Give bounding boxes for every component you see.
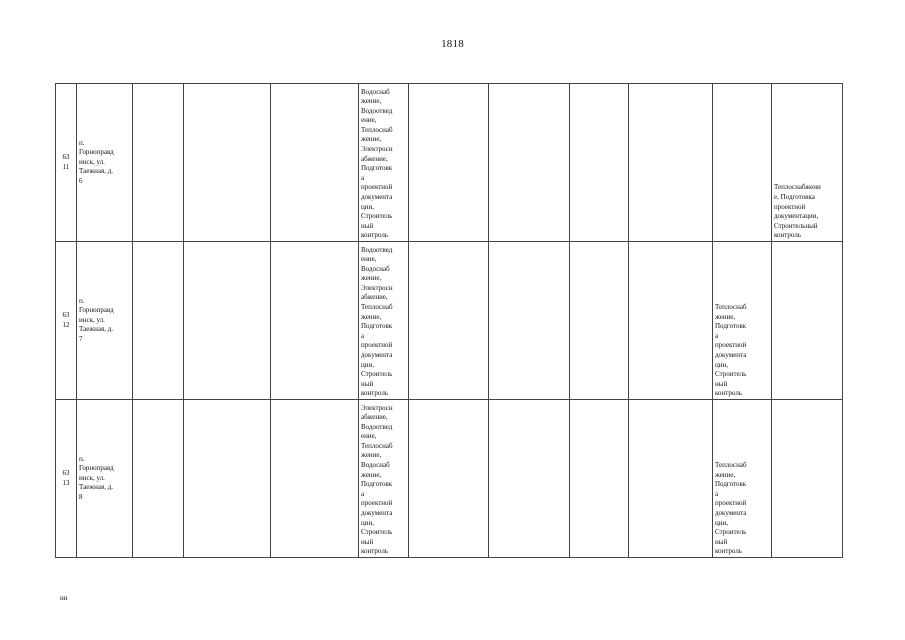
text-line: жение, [361, 312, 382, 321]
row-number [56, 400, 77, 558]
text-line: п. [79, 138, 85, 147]
text-line: 63 [62, 152, 70, 161]
empty-cell [271, 242, 359, 400]
works-type-cell [359, 242, 409, 400]
text-line: Подготовк [361, 322, 393, 331]
empty-cell [409, 400, 489, 558]
text-line: контроль [361, 389, 389, 398]
text-line: п. [79, 454, 85, 463]
text-line: Теплоснаб [715, 461, 747, 470]
text-line: документа [715, 509, 747, 518]
text-line: ный [361, 537, 374, 546]
text-line: жение, [361, 470, 382, 479]
text-line: ции, [715, 518, 728, 527]
text-line: ный [361, 379, 374, 388]
text-line: Таежная, д. [79, 325, 114, 334]
text-line: контроль [774, 231, 802, 240]
text-line: а [361, 331, 365, 340]
text-line: контроль [715, 389, 743, 398]
row-number-text [58, 469, 74, 488]
text-line: инск, ул. [79, 473, 105, 482]
address-cell [77, 400, 133, 558]
text-line: проектной [361, 499, 393, 508]
text-line: жение, [715, 312, 736, 321]
text-line: инск, ул. [79, 157, 105, 166]
empty-cell [409, 84, 489, 242]
text-line: ный [361, 221, 374, 230]
text-line: жение, [361, 451, 382, 460]
text-line: Теплоснаб [361, 125, 393, 134]
empty-cell [489, 242, 570, 400]
row-number-text [58, 311, 74, 330]
text-line: Строительный [774, 221, 818, 230]
text-line: а [361, 489, 365, 498]
text-line: е, Подготовка [774, 193, 815, 202]
text-line: Строитель [361, 528, 393, 537]
text-line: а [361, 173, 365, 182]
planned-works-cell [713, 84, 772, 242]
text-line: ение, [361, 432, 377, 441]
empty-cell [629, 242, 713, 400]
works-type-cell-text [361, 246, 406, 400]
empty-cell [133, 242, 184, 400]
address-cell [77, 242, 133, 400]
empty-cell [133, 400, 184, 558]
text-line: Водоснаб [361, 87, 390, 96]
text-line: Подготовк [361, 480, 393, 489]
empty-cell [133, 84, 184, 242]
table-row [56, 242, 843, 400]
empty-cell [570, 242, 629, 400]
text-line: жение, [361, 97, 382, 106]
text-line: Подготовк [361, 164, 393, 173]
empty-cell [184, 400, 271, 558]
works-type-cell [359, 400, 409, 558]
text-line: Строитель [715, 528, 747, 537]
text-line: абжение, [361, 413, 388, 422]
text-line: Таежная, д. [79, 483, 114, 492]
text-line: контроль [361, 231, 389, 240]
planned-works-cell-text [715, 461, 769, 557]
text-line: Водоотвед [361, 106, 393, 115]
empty-cell [489, 84, 570, 242]
row-number [56, 84, 77, 242]
empty-cell [271, 400, 359, 558]
completed-works-cell [772, 84, 843, 242]
text-line: документа [361, 193, 393, 202]
text-line: документа [361, 509, 393, 518]
text-line: документации, [774, 212, 819, 221]
planned-works-cell [713, 242, 772, 400]
text-line: Электросн [361, 283, 393, 292]
text-line: ение, [361, 255, 377, 264]
empty-cell [629, 84, 713, 242]
text-line: 7 [79, 334, 83, 343]
empty-cell [570, 84, 629, 242]
completed-works-cell [772, 242, 843, 400]
completed-works-cell-text [774, 183, 840, 241]
planned-works-cell-text [715, 303, 769, 399]
text-line: абжение, [361, 293, 388, 302]
text-line: абжение, [361, 154, 388, 163]
text-line: ции, [361, 518, 374, 527]
text-line: проектной [361, 341, 393, 350]
text-line: Теплоснаб [361, 441, 393, 450]
text-line: документа [715, 351, 747, 360]
text-line: 63 [62, 468, 70, 477]
text-line: ции, [361, 360, 374, 369]
works-type-cell-text [361, 404, 406, 558]
text-line: Строитель [361, 370, 393, 379]
works-table [55, 83, 843, 558]
address-cell-text [79, 297, 130, 345]
text-line: инск, ул. [79, 315, 105, 324]
completed-works-cell [772, 400, 843, 558]
text-line: Строитель [361, 212, 393, 221]
text-line: жение, [361, 274, 382, 283]
text-line: жение, [715, 470, 736, 479]
text-line: а [715, 331, 719, 340]
works-type-cell [359, 84, 409, 242]
text-line: контроль [715, 547, 743, 556]
text-line: ции, [361, 202, 374, 211]
row-number [56, 242, 77, 400]
text-line: п. [79, 296, 85, 305]
text-line: Подготовк [715, 322, 747, 331]
text-line: проектной [361, 183, 393, 192]
empty-cell [409, 242, 489, 400]
text-line: Водоснаб [361, 461, 390, 470]
text-line: 63 [62, 310, 70, 319]
text-line: Водоснаб [361, 264, 390, 273]
text-line: Горноправд [79, 464, 114, 473]
text-line: Водоотвед [361, 245, 393, 254]
text-line: 6 [79, 176, 83, 185]
text-line: проектной [774, 202, 806, 211]
text-line: ный [715, 379, 728, 388]
table-row [56, 400, 843, 558]
text-line: проектной [715, 341, 747, 350]
text-line: Электросн [361, 145, 393, 154]
text-line: 11 [62, 162, 70, 171]
page-number: 1818 [441, 38, 464, 50]
text-line: Строитель [715, 370, 747, 379]
empty-cell [570, 400, 629, 558]
empty-cell [184, 242, 271, 400]
text-line: Теплоснаб [715, 303, 747, 312]
text-line: Теплоснаб [361, 303, 393, 312]
empty-cell [184, 84, 271, 242]
text-line: жение, [361, 135, 382, 144]
text-line: Таежная, д. [79, 167, 114, 176]
text-line: 8 [79, 492, 83, 501]
empty-cell [629, 400, 713, 558]
text-line: 12 [62, 320, 70, 329]
text-line: Водоотвед [361, 422, 393, 431]
planned-works-cell [713, 400, 772, 558]
text-line: ение, [361, 116, 377, 125]
text-line: документа [361, 351, 393, 360]
table-row [56, 84, 843, 242]
text-line: Горноправд [79, 148, 114, 157]
empty-cell [271, 84, 359, 242]
works-type-cell-text [361, 88, 406, 242]
address-cell [77, 84, 133, 242]
text-line: ции, [715, 360, 728, 369]
text-line: а [715, 489, 719, 498]
text-line: Подготовк [715, 480, 747, 489]
text-line: Электросн [361, 403, 393, 412]
footer-mark: нн [60, 594, 68, 602]
address-cell-text [79, 455, 130, 503]
text-line: контроль [361, 547, 389, 556]
empty-cell [489, 400, 570, 558]
text-line: 13 [62, 478, 70, 487]
address-cell-text [79, 139, 130, 187]
text-line: Горноправд [79, 306, 114, 315]
row-number-text [58, 153, 74, 172]
text-line: проектной [715, 499, 747, 508]
text-line: ный [715, 537, 728, 546]
text-line: Теплоснабжени [774, 183, 821, 192]
